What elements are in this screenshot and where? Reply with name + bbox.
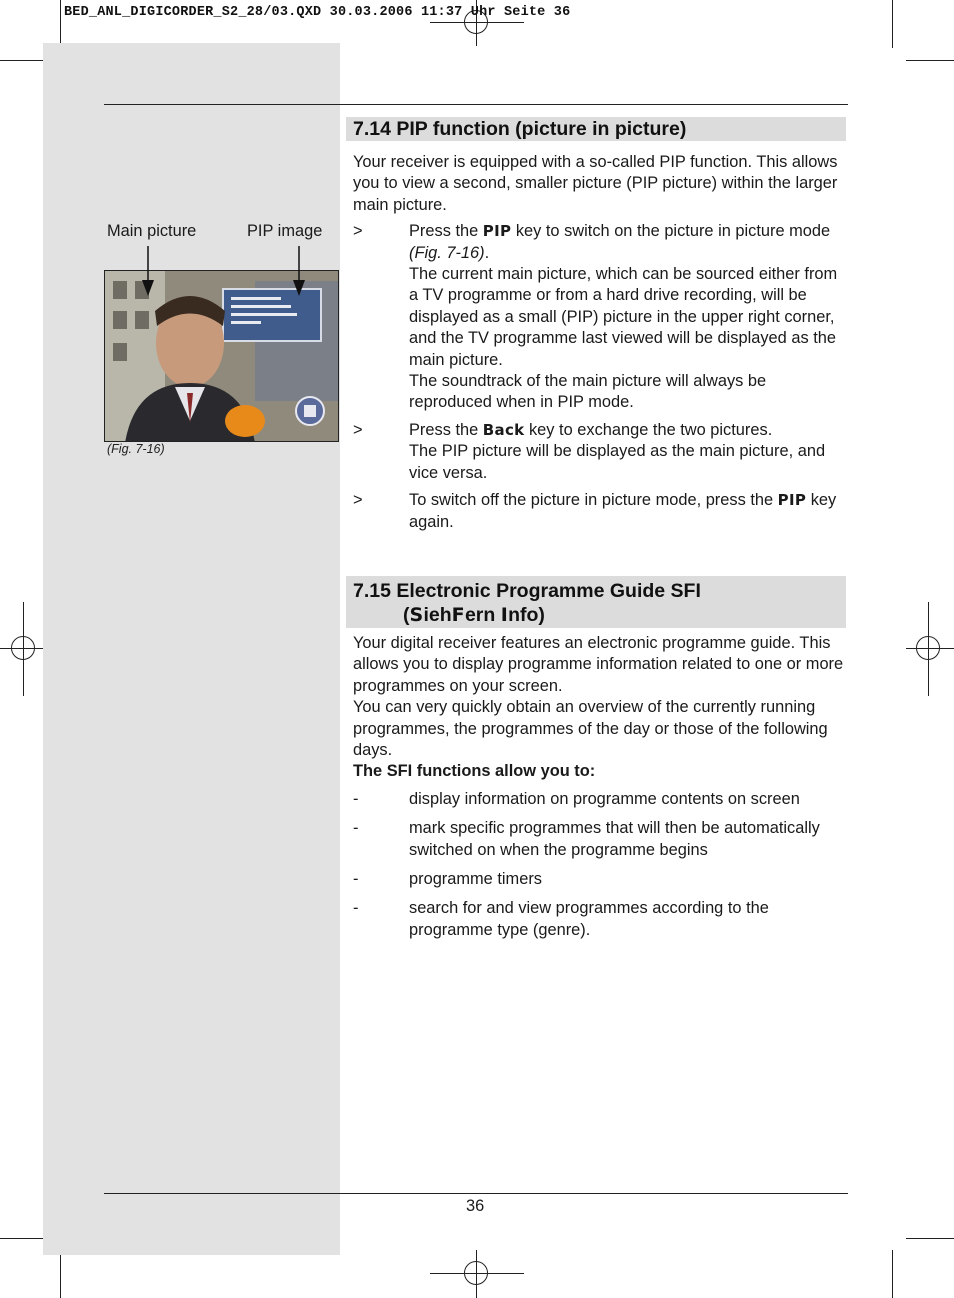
list-item: - display information on programme contents on screen (353, 789, 848, 810)
list-marker: - (353, 789, 359, 808)
body-paragraph: You can very quickly obtain an overview of the currently running programmes, the programmes of the day or those of the following days. (353, 698, 828, 760)
pip-key-label: PIP (777, 491, 807, 510)
list-marker: > (353, 222, 363, 241)
list-marker: - (353, 899, 359, 918)
list-item: - search for and view programmes according to the programme type (genre). (353, 899, 769, 939)
instruction-item: > Press the Back key to exchange the two pictures. The PIP picture will be displayed as the main picture, and vice versa. (353, 420, 826, 482)
figure-label-pip-image: PIP image (247, 222, 323, 240)
instruction-item: > To switch off the picture in picture mode, press the PIP key again. (353, 491, 837, 531)
list-item: - programme timers (353, 869, 848, 890)
pip-key-label: PIP (482, 222, 512, 241)
section-subtitle: (SiehFern Info) (403, 604, 545, 626)
list-item: - mark specific programmes that will then be automatically switched on when the programme begins (353, 819, 820, 859)
section-heading-7-14 (346, 117, 846, 141)
figure-reference: (Fig. 7-16) (409, 243, 485, 262)
section-7-14-body (353, 152, 848, 533)
list-marker: > (353, 491, 363, 510)
list-marker: > (353, 420, 363, 439)
functions-heading: The SFI functions allow you to: (353, 762, 596, 781)
section-title: 7.14 PIP function (picture in picture) (353, 118, 687, 140)
body-paragraph: Your digital receiver features an electronic programme guide. This allows you to display programme information related to one or more programmes on your screen. (353, 634, 844, 695)
page-number: 36 (466, 1197, 485, 1215)
back-key-label: Back (482, 420, 525, 439)
figure-label-main-picture: Main picture (107, 222, 197, 240)
section-title: 7.15 Electronic Programme Guide SFI (353, 580, 701, 602)
intro-paragraph: Your receiver is equipped with a so-called PIP function. This allows you to view a second, smaller picture (PIP picture) within the larger main picture. (353, 153, 838, 214)
section-7-15-body (353, 633, 848, 941)
print-slug: BED_ANL_DIGICORDER_S2_28/03.QXD 30.03.2006 11:37 Uhr Seite 36 (64, 5, 571, 20)
instruction-item: > Press the PIP key to switch on the picture in picture mode (Fig. 7-16). The current main picture, which can be sourced either from a TV programme or from a hard drive recording, will be displayed as a small (PIP) picture in the upper right corner, and the TV programme last viewed will be displayed as the main picture. The soundtrack of the main picture will always be reproduced when in PIP mode. (353, 222, 838, 412)
list-marker: - (353, 819, 359, 838)
list-marker: - (353, 870, 359, 889)
figure-caption: (Fig. 7-16) (107, 442, 165, 456)
section-heading-7-15 (346, 576, 846, 628)
